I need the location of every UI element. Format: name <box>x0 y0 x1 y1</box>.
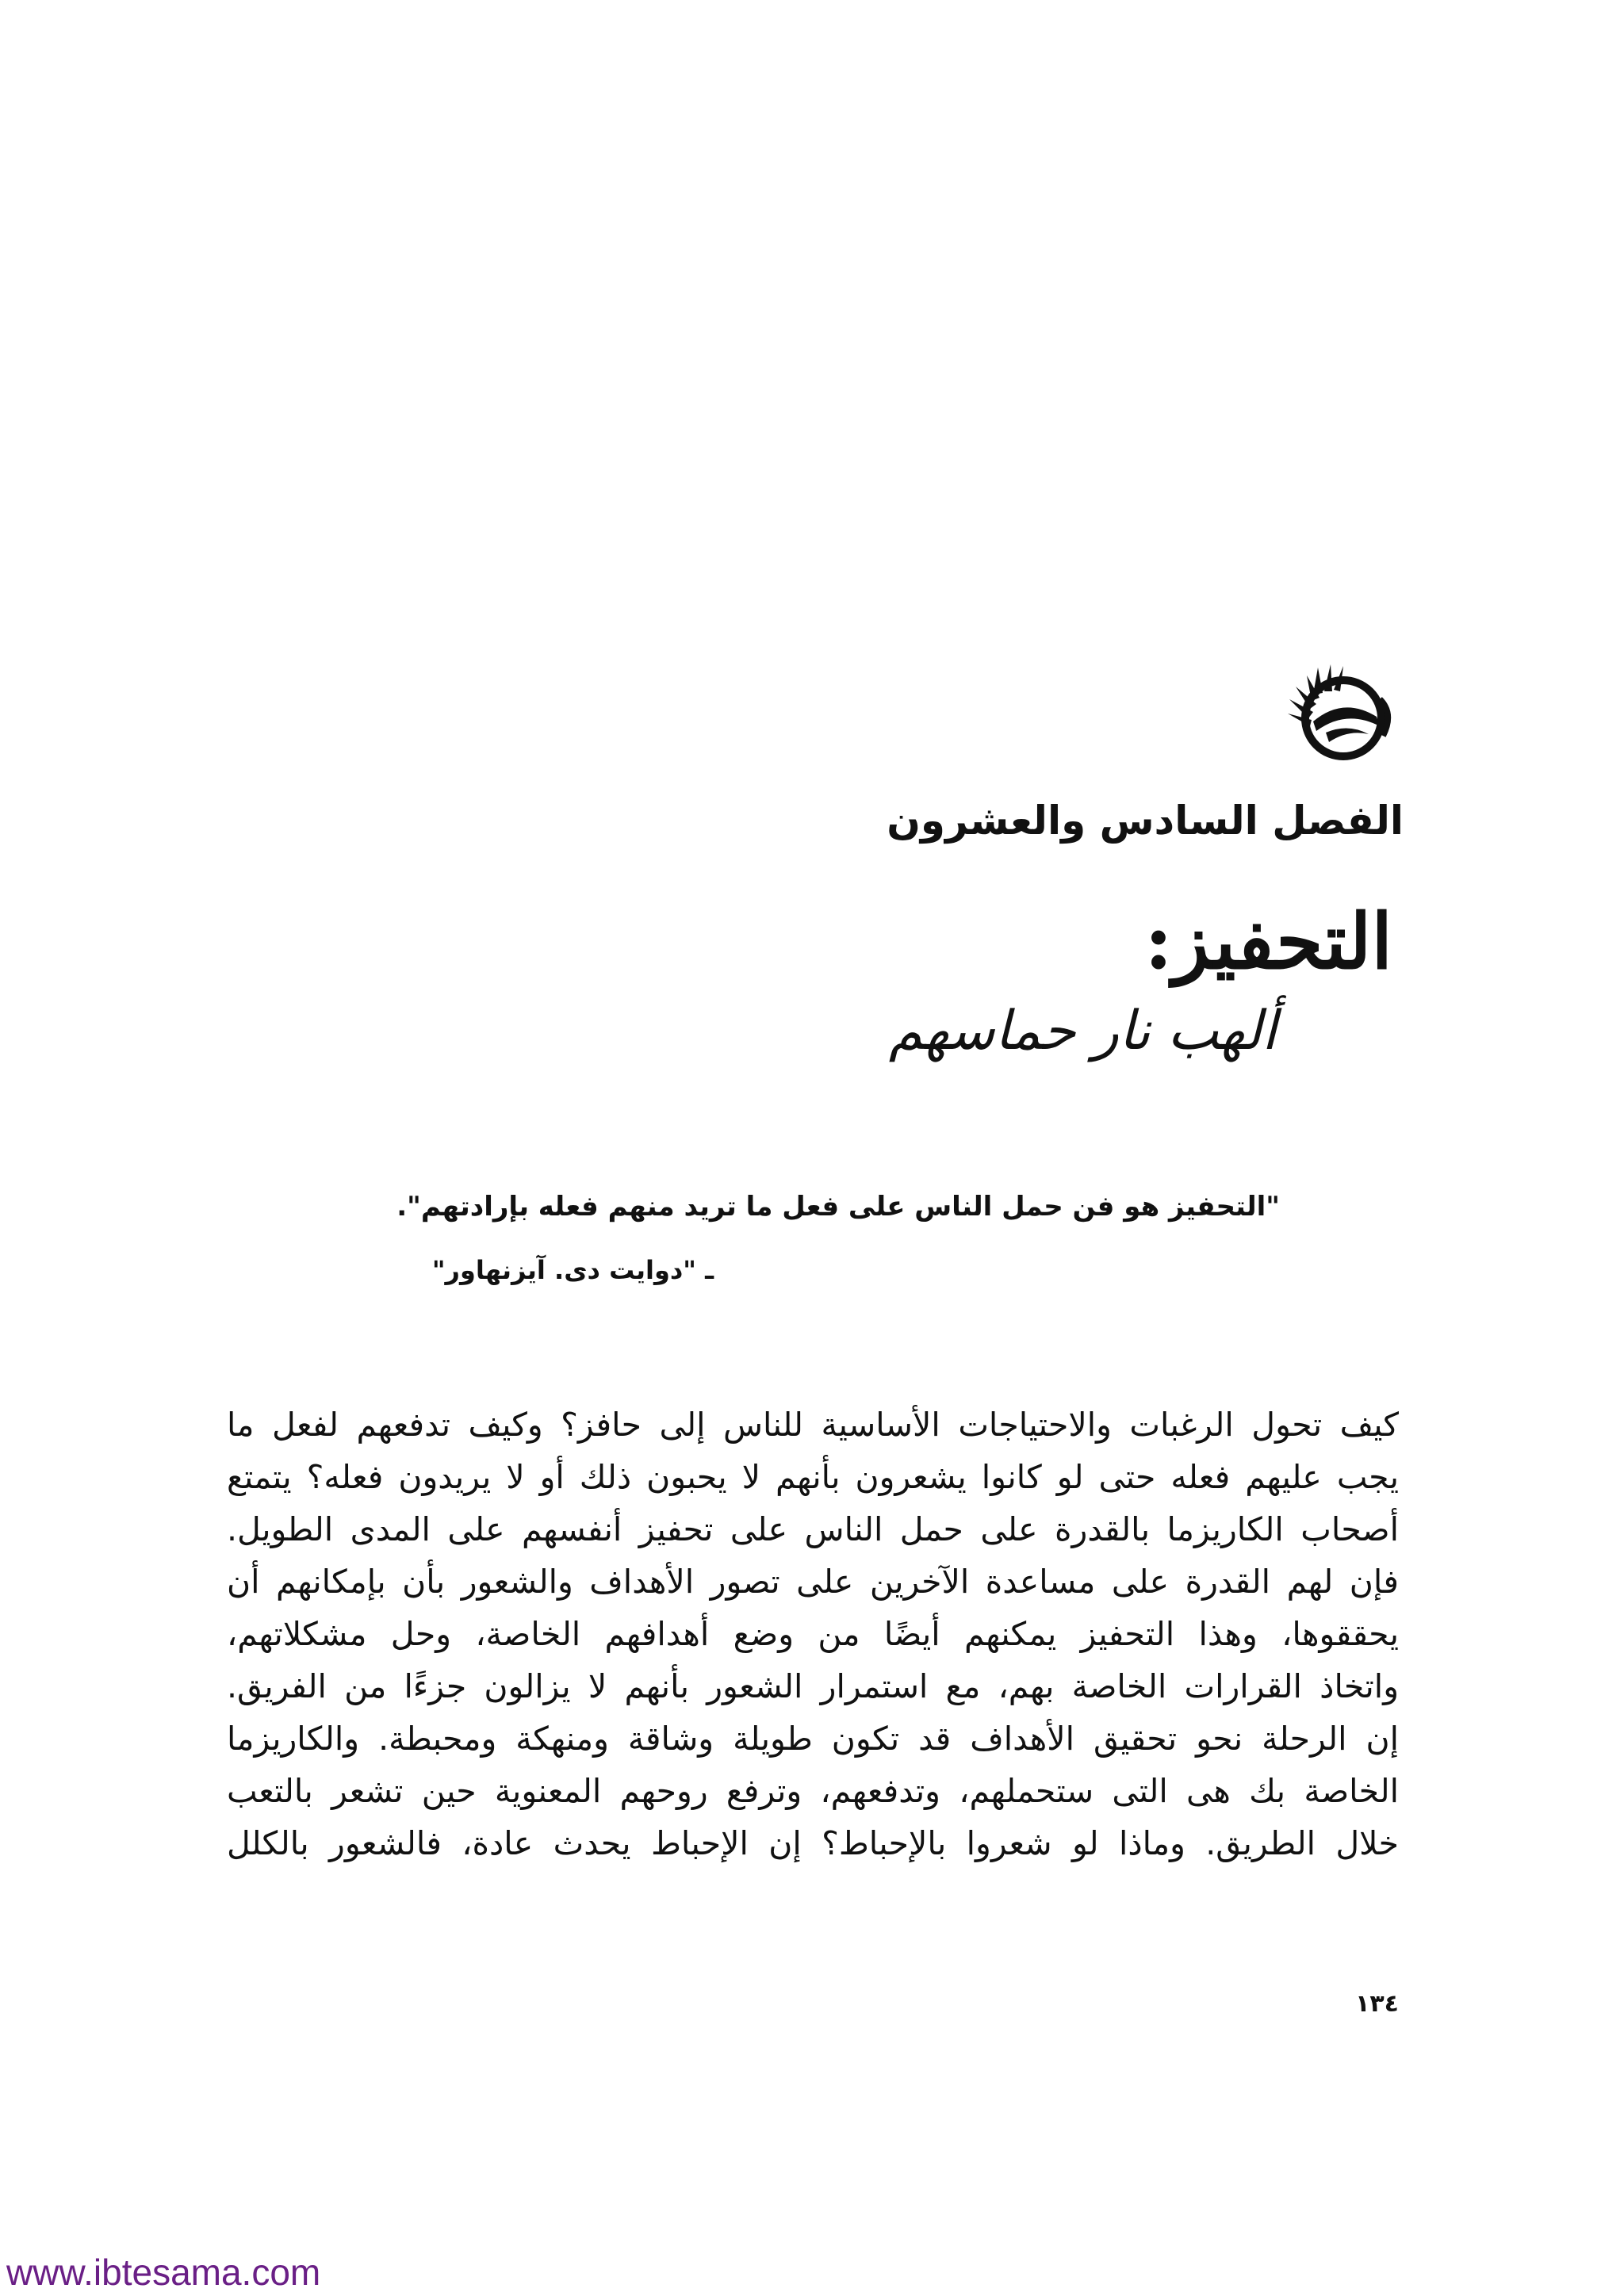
body-line: الخاصة بك هى التى ستحملهم، وتدفعهم، وترفع روحهم المعنوية حين تشعر بالتعب <box>227 1772 1399 1810</box>
body-paragraph <box>227 1399 1399 1869</box>
epigraph-attribution: ـ "دوايت دى. آيزنهاور" <box>431 1255 714 1285</box>
chapter-emblem-icon <box>1261 650 1404 777</box>
body-line: كيف تحول الرغبات والاحتياجات الأساسية للناس إلى حافز؟ وكيف تدفعهم لفعل ما <box>227 1406 1399 1444</box>
body-line: واتخاذ القرارات الخاصة بهم، مع استمرار الشعور بأنهم لا يزالون جزءًا من الفريق. <box>227 1667 1399 1705</box>
chapter-title: الفصل السادس والعشرون <box>887 798 1404 844</box>
epigraph-quote: "التحفيز هو فن حمل الناس على فعل ما تريد منهم فعله بإرادتهم". <box>396 1191 1280 1223</box>
body-line: إن الرحلة نحو تحقيق الأهداف قد تكون طويلة وشاقة ومنهكة ومحبطة. والكاريزما <box>227 1720 1399 1758</box>
body-line: خلال الطريق. وماذا لو شعروا بالإحباط؟ إن الإحباط يحدث عادة، فالشعور بالكلل <box>227 1824 1399 1862</box>
watermark-url: www.ibtesama.com <box>6 2252 321 2293</box>
body-line: أصحاب الكاريزما بالقدرة على حمل الناس على تحفيز أنفسهم على المدى الطويل. <box>227 1510 1399 1548</box>
body-line: يجب عليهم فعله حتى لو كانوا يشعرون بأنهم لا يحبون ذلك أو لا يريدون فعله؟ يتمتع <box>227 1458 1399 1496</box>
body-line: يحققوها، وهذا التحفيز يمكنهم أيضًا من وضع أهدافهم الخاصة، وحل مشكلاتهم، <box>227 1615 1399 1653</box>
body-line: فإن لهم القدرة على مساعدة الآخرين على تصور الأهداف والشعور بأن بإمكانهم أن <box>227 1563 1399 1601</box>
main-title: التحفيز: <box>1144 897 1392 986</box>
subtitle: ألهب نار حماسهم <box>888 1000 1277 1062</box>
page-number: ١٣٤ <box>1355 1990 1399 2018</box>
